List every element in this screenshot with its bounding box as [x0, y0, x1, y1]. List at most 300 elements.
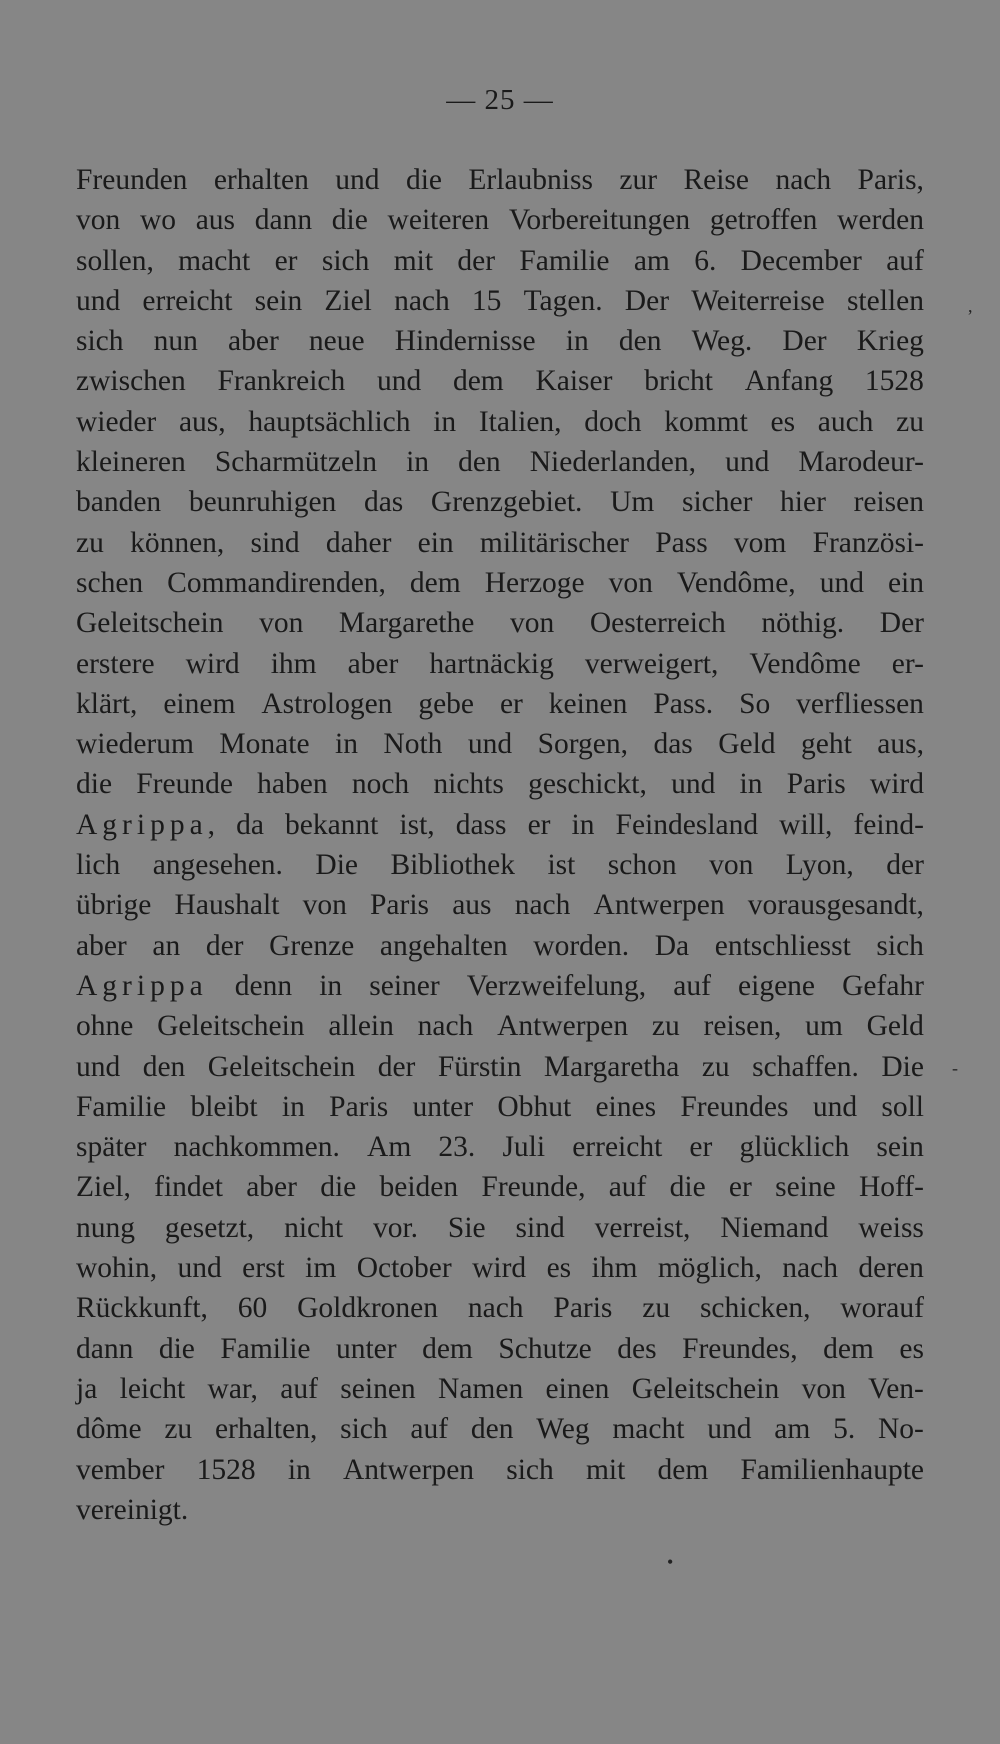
word: Familie [519, 244, 610, 277]
word: ist, [399, 808, 435, 841]
word: vereinigt. [76, 1493, 189, 1526]
word: Familie [76, 1090, 167, 1123]
word: ohne [76, 1010, 134, 1043]
text-line [76, 563, 924, 603]
word: sind [250, 526, 300, 559]
word: in [433, 405, 457, 438]
text-line [76, 805, 924, 845]
word: bekannt [284, 808, 379, 841]
word: Reise [683, 164, 750, 196]
word: in [571, 808, 595, 841]
word: später [76, 1131, 147, 1164]
text-line [76, 1006, 924, 1046]
word: aus [452, 889, 492, 922]
word: dass [455, 808, 507, 841]
word: in [406, 446, 430, 479]
word: Paris, [857, 164, 924, 196]
word: sich [321, 244, 370, 277]
word: Familienhaupte [740, 1453, 924, 1486]
word: und [812, 1090, 858, 1123]
word: von [801, 1372, 846, 1405]
text-line [76, 926, 924, 966]
word: unter [412, 1090, 474, 1123]
word: kommt [664, 405, 748, 438]
word: und [707, 1413, 752, 1446]
word: den [618, 325, 662, 358]
word: Der [879, 607, 924, 640]
word: erstere [76, 647, 155, 680]
word: Paris [329, 1090, 389, 1123]
word: Grenze [269, 929, 355, 962]
body-text [76, 160, 924, 1530]
word: auf [410, 1413, 449, 1446]
text-line [76, 160, 924, 200]
text-line [76, 200, 924, 240]
word: und [76, 284, 121, 317]
word: Ziel, [76, 1171, 131, 1204]
word: Noth [383, 728, 443, 761]
word: erreicht [142, 284, 233, 317]
word: Grenzgebiet. [430, 486, 583, 519]
word: schon [607, 849, 677, 882]
word: reisen [853, 486, 924, 519]
word: wird [869, 768, 924, 801]
word: deren [858, 1252, 924, 1285]
word: den [470, 1413, 514, 1446]
text-line [76, 603, 924, 643]
word: bricht [644, 365, 713, 398]
word: stellen [846, 284, 924, 317]
word: von [509, 607, 555, 640]
word: eines [595, 1090, 657, 1123]
word: geschickt, [528, 768, 647, 801]
word: Obhut [497, 1090, 572, 1123]
word: 1528 [196, 1453, 256, 1486]
word: und [467, 728, 513, 761]
word: Antwerpen [342, 1453, 475, 1486]
word: erhalten [213, 164, 309, 196]
word: nach [514, 889, 571, 922]
word: Geld [718, 728, 776, 761]
word: Agrippa [76, 969, 208, 1002]
word: in [335, 728, 358, 761]
word: Goldkronen [297, 1292, 439, 1325]
word: Geleitschein [207, 1050, 356, 1083]
word: wird [472, 1252, 527, 1285]
word: verfliessen [796, 687, 924, 720]
word: nichts [433, 768, 504, 801]
word: Anfang [744, 365, 834, 398]
word: aber [246, 1171, 297, 1204]
word: und [335, 164, 380, 196]
word: 5. [833, 1413, 856, 1446]
word: worden. [533, 929, 630, 962]
word: eigene [738, 969, 816, 1002]
word: geht [801, 728, 852, 761]
word: der [457, 244, 496, 277]
word: nun [153, 325, 198, 358]
word: militärischer [479, 526, 629, 559]
word: aber [76, 929, 127, 962]
word: beiden [379, 1171, 459, 1204]
word: sich [340, 1413, 388, 1446]
word: December [740, 244, 862, 277]
word: möglich, [657, 1252, 762, 1285]
word: dann [76, 1332, 134, 1365]
word: und [177, 1252, 222, 1285]
word: nung [76, 1211, 135, 1244]
word: es [770, 405, 796, 438]
word: sich [506, 1453, 554, 1486]
word: schicken, [699, 1292, 811, 1325]
word: unter [335, 1332, 397, 1365]
word: Geleitschein [76, 607, 224, 640]
text-line [76, 1087, 924, 1127]
word: aber [228, 325, 279, 358]
word: denn [234, 969, 293, 1002]
word: Niemand [720, 1211, 829, 1244]
word: ist [547, 849, 576, 882]
word: seiner [369, 969, 440, 1002]
word: Am [367, 1131, 412, 1164]
word: Die [881, 1050, 924, 1083]
text-line [76, 1409, 924, 1449]
word: wo [139, 204, 177, 237]
word: Marodeur- [798, 446, 924, 479]
word: 23. [438, 1131, 476, 1164]
text-line [76, 966, 924, 1006]
word: hauptsächlich [248, 405, 411, 438]
word: Paris [370, 889, 430, 922]
word: dem [409, 566, 461, 599]
word: der [377, 1050, 416, 1083]
word: Paris [553, 1292, 613, 1325]
word: Um [610, 486, 655, 519]
word: Juli [502, 1131, 546, 1164]
word: Paris [786, 768, 846, 801]
word: einen [545, 1372, 610, 1405]
word: er- [891, 647, 924, 680]
text-line [76, 644, 924, 684]
page-number: — 25 — [446, 84, 554, 116]
word: die [669, 1171, 706, 1204]
text-line [76, 442, 924, 482]
word: Hindernisse [394, 325, 536, 358]
word: hier [780, 486, 826, 519]
text-line [76, 1208, 924, 1248]
word: auch [817, 405, 874, 438]
word: die [405, 164, 442, 196]
word: daher [325, 526, 392, 559]
word: findet [154, 1171, 223, 1204]
word: Bibliothek [390, 849, 515, 882]
word: aber [347, 647, 399, 680]
word: bleibt [190, 1090, 258, 1123]
word: will, [779, 808, 833, 841]
word: Freunden [76, 164, 188, 196]
word: aus, [877, 728, 924, 761]
word: vom [733, 526, 787, 559]
word: und [819, 566, 864, 599]
word: wieder [76, 405, 157, 438]
word: Gefahr [842, 969, 924, 1002]
text-line [76, 1127, 924, 1167]
word: Oesterreich [589, 607, 726, 640]
word: am [633, 244, 670, 277]
print-speck: , [968, 296, 973, 316]
word: mit [393, 244, 434, 277]
word: Ven- [868, 1372, 924, 1405]
word: aus, [178, 405, 226, 438]
word: Namen [438, 1372, 524, 1405]
word: Margaretha [543, 1050, 680, 1083]
text-line [76, 1450, 924, 1490]
word: weiteren [387, 204, 490, 237]
word: dem [657, 1453, 709, 1486]
word: 1528 [864, 365, 924, 398]
text-line [76, 241, 924, 281]
word: dann [254, 204, 313, 237]
word: Astrologen [261, 687, 393, 720]
word: einem [163, 687, 236, 720]
word: Vendôme [749, 647, 861, 680]
word: vorausgesandt, [747, 889, 924, 922]
word: ein [887, 566, 924, 599]
text-line [76, 1329, 924, 1369]
word: hartnäckig [429, 647, 554, 680]
word: Haushalt [174, 889, 280, 922]
word: in [319, 969, 343, 1002]
word: Hoff- [858, 1171, 924, 1204]
word: der [205, 929, 244, 962]
word: Weg [536, 1413, 590, 1446]
text-line [76, 281, 924, 321]
word: aus [195, 204, 236, 237]
word: und [671, 768, 716, 801]
text-line [76, 724, 924, 764]
text-line [76, 1369, 924, 1409]
word: war, [207, 1372, 258, 1405]
word: Feindesland [615, 808, 759, 841]
word: übrige [76, 889, 152, 922]
word: Fürstin [437, 1050, 522, 1083]
word: er [689, 1131, 713, 1164]
word: nicht [284, 1211, 344, 1244]
text-line [76, 1248, 924, 1288]
word: Antwerpen [593, 889, 725, 922]
word: er [499, 687, 523, 720]
word: von [302, 889, 347, 922]
word: in [739, 768, 763, 801]
word: nach [394, 284, 450, 317]
word: die [158, 1332, 195, 1365]
word: Niederlanden, [529, 446, 697, 479]
word: sind [515, 1211, 565, 1244]
word: neue [308, 325, 365, 358]
word: vember [76, 1453, 165, 1486]
word: zu [76, 526, 104, 559]
word: von [608, 566, 653, 599]
word: Vorbereitungen [508, 204, 691, 237]
word: macht [612, 1413, 685, 1446]
text-line [76, 845, 924, 885]
text-line [76, 402, 924, 442]
word: da [236, 808, 264, 841]
text-line [76, 321, 924, 361]
word: Kaiser [535, 365, 613, 398]
word: weiss [858, 1211, 924, 1244]
word: dôme [76, 1413, 142, 1446]
word: kleineren [76, 446, 186, 479]
word: Freunde [136, 768, 233, 801]
word: Freunde, [481, 1171, 586, 1204]
word: reisen, [703, 1010, 782, 1043]
text-line [76, 1490, 924, 1530]
word: Rückkunft, [76, 1292, 208, 1325]
word: doch [584, 405, 642, 438]
word: den [458, 446, 501, 479]
word: 60 [237, 1292, 268, 1325]
word: Frankreich [217, 365, 346, 398]
word: auf [673, 969, 711, 1002]
word: auf [280, 1372, 318, 1405]
word: banden [76, 486, 162, 519]
word: das [653, 728, 693, 761]
word: Freundes [680, 1090, 789, 1123]
text-line [76, 523, 924, 563]
word: im [305, 1252, 337, 1285]
word: Da [654, 929, 690, 962]
word: der [886, 849, 924, 882]
word: Monate [219, 728, 310, 761]
word: feind- [853, 808, 924, 841]
word: angesehen. [152, 849, 283, 882]
word: nach [782, 1252, 838, 1285]
word: schaffen. [752, 1050, 859, 1083]
word: und [376, 365, 422, 398]
word: haben [257, 768, 328, 801]
word: es [899, 1332, 924, 1365]
word: dem [422, 1332, 473, 1365]
word: 6. [694, 244, 717, 277]
word: in [287, 1453, 311, 1486]
word: Herzoge [484, 566, 585, 599]
word: er [274, 244, 298, 277]
word: gesetzt, [164, 1211, 255, 1244]
text-line [76, 764, 924, 804]
word: die [320, 1171, 357, 1204]
word: Lyon, [785, 849, 854, 882]
word: macht [178, 244, 251, 277]
word: No- [878, 1413, 924, 1446]
word: zu [896, 405, 924, 438]
word: Pass. [653, 687, 714, 720]
word: die [331, 204, 368, 237]
word: er [527, 808, 551, 841]
word: sein [254, 284, 303, 317]
word: erhalten, [214, 1413, 318, 1446]
word: gebe [418, 687, 475, 720]
word: Familie [220, 1332, 311, 1365]
word: keinen [548, 687, 628, 720]
word: Margarethe [338, 607, 475, 640]
text-line [76, 1288, 924, 1328]
word: Tagen. [523, 284, 603, 317]
word: am [774, 1413, 811, 1446]
word: sich [76, 325, 124, 358]
word: an [152, 929, 181, 962]
word: zu [642, 1292, 671, 1325]
word: 15 [471, 284, 502, 317]
word: Weg. [691, 325, 753, 358]
text-line [76, 1047, 924, 1087]
word: in [565, 325, 589, 358]
word: er [728, 1171, 752, 1204]
word: um [805, 1010, 843, 1043]
word: Antwerpen [497, 1010, 629, 1043]
word: ein [417, 526, 454, 559]
word: zwischen [76, 365, 186, 398]
word: schen [76, 566, 144, 599]
word: wiederum [76, 728, 194, 761]
word: sollen, [76, 244, 154, 277]
word: beunruhigen [188, 486, 337, 519]
word: zu [164, 1413, 193, 1446]
text-line [76, 361, 924, 401]
word: noch [351, 768, 410, 801]
word: nach [467, 1292, 524, 1325]
word: October [356, 1252, 452, 1285]
word: leicht [119, 1372, 186, 1405]
word: klärt, [76, 687, 138, 720]
word: und [725, 446, 770, 479]
word: worauf [840, 1292, 924, 1325]
word: und [76, 1050, 121, 1083]
word: Italien, [478, 405, 562, 438]
word: Französi- [812, 526, 924, 559]
word: von [76, 204, 121, 237]
word: entschliesst [714, 929, 851, 962]
word: Scharmützeln [214, 446, 378, 479]
word: Geleitschein [157, 1010, 305, 1043]
word: verweigert, [584, 647, 719, 680]
word: Pass [655, 526, 708, 559]
word: Krieg [856, 325, 924, 358]
word: vor. [372, 1211, 419, 1244]
word: verreist, [594, 1211, 691, 1244]
word: zu [651, 1010, 680, 1043]
word: können, [130, 526, 225, 559]
text-line [76, 684, 924, 724]
word: Die [315, 849, 358, 882]
word: Sorgen, [537, 728, 628, 761]
word: ihm [270, 647, 317, 680]
word: So [739, 687, 771, 720]
word: Ziel [324, 284, 372, 317]
word: wohin, [76, 1252, 158, 1285]
word: Geleitschein [631, 1372, 780, 1405]
word: ja [76, 1372, 98, 1405]
word: zur [619, 164, 658, 196]
text-line [76, 885, 924, 925]
word: Der [782, 325, 827, 358]
word: des [617, 1332, 657, 1365]
word: erst [242, 1252, 285, 1285]
word: Commandirenden, [167, 566, 386, 599]
word: seinen [340, 1372, 416, 1405]
word: Freundes, [682, 1332, 798, 1365]
word: zu [701, 1050, 730, 1083]
